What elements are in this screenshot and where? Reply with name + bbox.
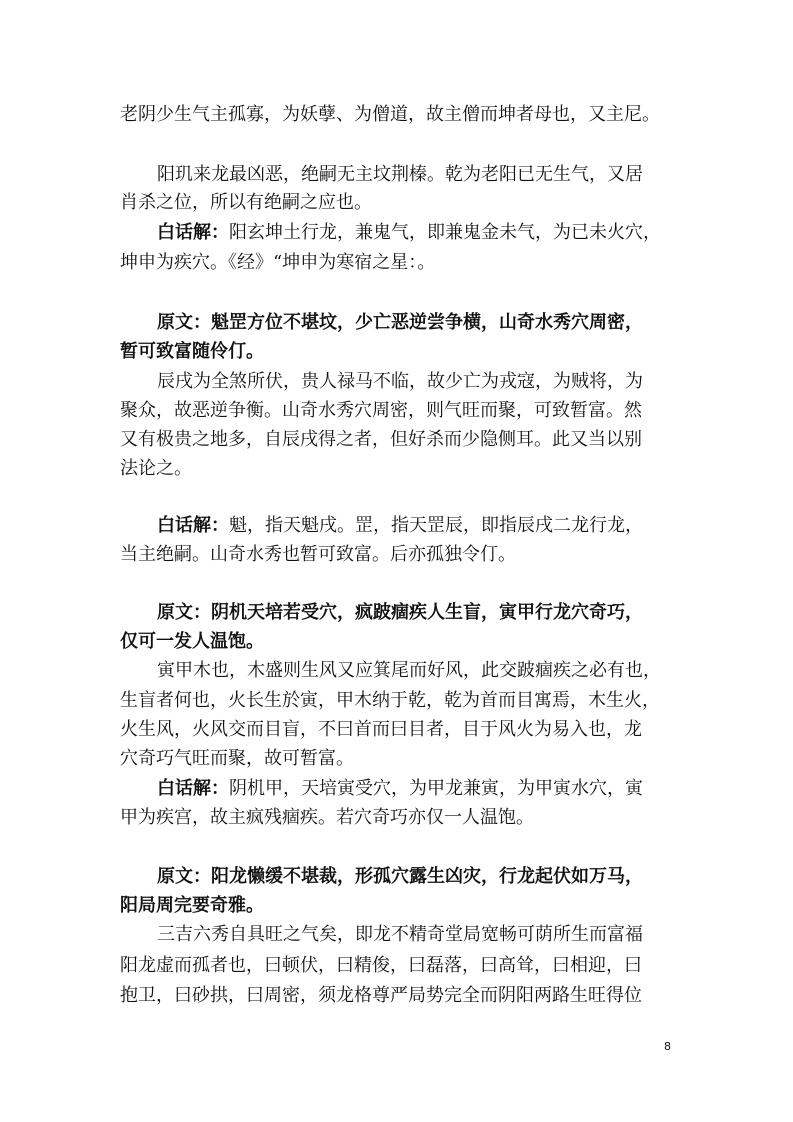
- text-line: 甲为疾宫，故主疯残痼疾。若穴奇巧亦仅一人温饱。: [120, 807, 534, 828]
- text-line: 又有极贵之地多，自辰戌得之者，但好杀而少隐侧耳。此又当以别: [120, 429, 642, 450]
- original-text-heading: 仅可一发人温饱。: [120, 631, 264, 652]
- text-line: 白话解：阴机甲，天培寅受穴，为甲龙兼寅，为甲寅水穴，寅: [157, 778, 643, 799]
- text-line: 肖杀之位，所以有绝嗣之应也。: [120, 192, 372, 213]
- page-number: 8: [664, 1040, 671, 1053]
- text-line: 穴奇巧气旺而聚，故可暂富。: [120, 748, 354, 769]
- text-line: 阳龙虚而孤者也，曰顿伏，曰精俊，曰磊落，曰高耸，曰相迎，曰: [120, 955, 642, 976]
- text-line: 三吉六秀自具旺之气矣，即龙不精奇堂局宽畅可荫所生而富福: [157, 924, 643, 945]
- text-line: 法论之。: [120, 458, 192, 479]
- text-line: 寅甲木也，木盛则生风又应箕尾而好风，此交跛痼疾之必有也，: [157, 660, 661, 681]
- text-line: 白话解：魁，指天魁戌。罡，指天罡辰，即指辰戌二龙行龙，: [157, 515, 643, 536]
- text-line: 白话解：阳玄坤土行龙，兼鬼气，即兼鬼金未气，为已未火穴，: [157, 222, 661, 243]
- original-text-heading: 原文：阴机天培若受穴，疯跛痼疾人生盲，寅甲行龙穴奇巧，: [157, 602, 643, 623]
- text-line: 生盲者何也，火长生於寅，甲木纳于乾，乾为首而目寓焉，木生火，: [120, 690, 660, 711]
- text-line: 聚众，故恶逆争衡。山奇水秀穴周密，则气旺而聚，可致暂富。然: [120, 400, 642, 421]
- text-line: 当主绝嗣。山奇水秀也暂可致富。后亦孤独令仃。: [120, 544, 516, 565]
- text-line: 辰戌为全煞所伏，贵人禄马不临，故少亡为戎寇，为贼将，为: [157, 371, 643, 392]
- text-line: 抱卫，曰砂拱，曰周密，须龙格尊严局势完全而阴阳两路生旺得位: [120, 985, 642, 1006]
- original-text-heading: 阳局周完要奇雅。: [120, 895, 264, 916]
- text-line: 老阴少生气主孤寡，为妖孽、为僧道，故主僧而坤者母也，又主尼。: [120, 104, 660, 125]
- baihua-label: 白话解：: [157, 222, 229, 243]
- original-text-heading: 原文：阳龙懒缓不堪裁，形孤穴露生凶灾，行龙起伏如万马，: [157, 866, 643, 887]
- baihua-label: 白话解：: [157, 778, 229, 799]
- original-text-heading: 暂可致富随伶仃。: [120, 341, 264, 362]
- text-line: 阳玑来龙最凶恶，绝嗣无主坟荆榛。乾为老阳已无生气，又居: [157, 164, 643, 185]
- text-line: 坤申为疾穴。《经》“坤申为寒宿之星：。: [120, 252, 436, 273]
- text-line: 火生风，火风交而目盲，不曰首而曰目者，目于风火为易入也，龙: [120, 719, 642, 740]
- baihua-label: 白话解：: [157, 515, 229, 536]
- original-text-heading: 原文：魁罡方位不堪坟，少亡恶逆尝争横，山奇水秀穴周密，: [157, 312, 643, 333]
